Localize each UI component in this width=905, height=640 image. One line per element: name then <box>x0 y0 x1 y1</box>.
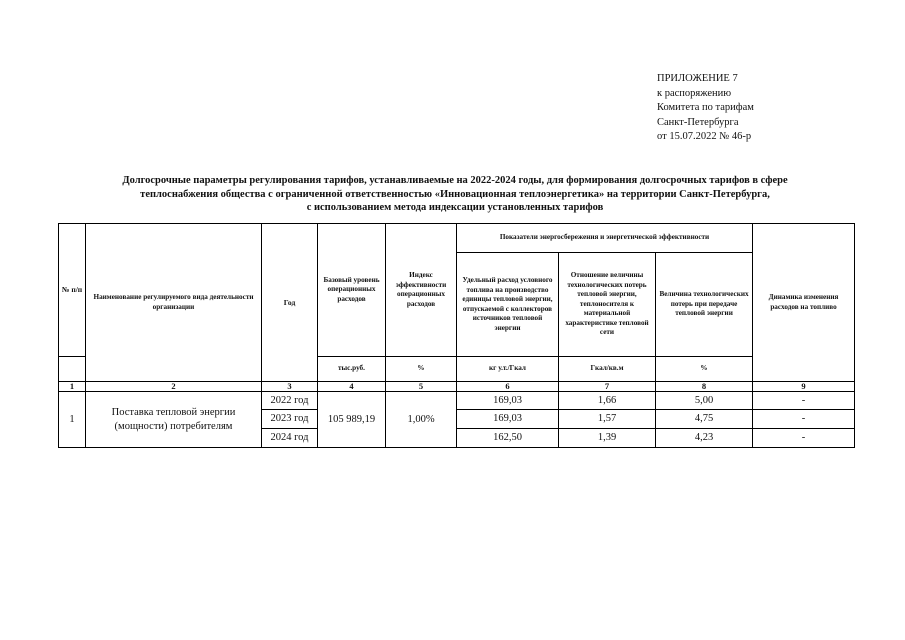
header-activity: Наименование регулируемого вида деятельности организации <box>86 224 262 382</box>
column-number: 1 <box>59 382 86 392</box>
fuel-consumption-value: 162,50 <box>457 429 559 448</box>
header-efficiency-index: Индекс эффективности операционных расходов <box>386 224 457 357</box>
document-title <box>60 174 850 215</box>
row-number: 1 <box>59 392 86 448</box>
appendix-line: к распоряжению <box>657 87 732 99</box>
tech-losses-value: 5,00 <box>656 392 753 410</box>
efficiency-index-value: 1,00% <box>386 392 457 448</box>
appendix-line: от 15.07.2022 № 46-р <box>657 131 752 142</box>
appendix-block <box>657 72 877 145</box>
column-number: 2 <box>86 382 262 392</box>
tech-losses-value: 4,75 <box>656 410 753 429</box>
header-loss-ratio: Отношение величины технологических потерь тепловой энергии, теплоносителя к материальной характеристике тепловой сети <box>559 253 656 357</box>
title-line: Долгосрочные параметры регулирования тарифов, устанавливаемые на 2022-2024 годы, для формирования долгосрочных тарифов в сфере <box>122 175 788 186</box>
loss-ratio-value: 1,39 <box>559 429 656 448</box>
appendix-line: Комитета по тарифам <box>657 102 754 113</box>
year-cell: 2022 год <box>262 392 318 410</box>
fuel-consumption-value: 169,03 <box>457 392 559 410</box>
column-number: 9 <box>753 382 855 392</box>
column-number: 6 <box>457 382 559 392</box>
title-line: теплоснабжения общества с ограниченной ответственностью «Инновационная теплоэнергетика» на территории Санкт-Петербурга, <box>140 188 770 200</box>
header-num: № п/п <box>59 224 86 357</box>
unit-base-opex: тыс.руб. <box>318 357 386 382</box>
base-opex-value: 105 989,19 <box>318 392 386 448</box>
header-tech-losses: Величина технологических потерь при передаче тепловой энергии <box>656 253 753 357</box>
tech-losses-value: 4,23 <box>656 429 753 448</box>
column-number: 8 <box>656 382 753 392</box>
fuel-dynamics-value: - <box>753 392 855 410</box>
unit-efficiency-index: % <box>386 357 457 382</box>
units-empty-cell <box>59 357 86 382</box>
unit-fuel-consumption: кг у.т./Гкал <box>457 357 559 382</box>
tariff-parameters-table <box>58 223 855 448</box>
header-energy-group: Показатели энергосбережения и энергетической эффективности <box>457 224 753 253</box>
column-number: 5 <box>386 382 457 392</box>
column-number: 7 <box>559 382 656 392</box>
year-cell: 2024 год <box>262 429 318 448</box>
column-number: 3 <box>262 382 318 392</box>
unit-loss-ratio: Гкал/кв.м <box>559 357 656 382</box>
header-base-opex: Базовый уровень операционных расходов <box>318 224 386 357</box>
appendix-line: Санкт-Петербурга <box>657 116 739 128</box>
header-fuel-consumption: Удельный расход условного топлива на производство единицы тепловой энергии, отпускаемой с коллекторов источников тепловой энергии <box>457 253 559 357</box>
appendix-line: ПРИЛОЖЕНИЕ 7 <box>657 73 738 84</box>
activity-name: Поставка тепловой энергии (мощности) потребителям <box>86 392 262 448</box>
title-line: с использованием метода индексации установленных тарифов <box>306 202 604 213</box>
unit-tech-losses: % <box>656 357 753 382</box>
fuel-dynamics-value: - <box>753 410 855 429</box>
year-cell: 2023 год <box>262 410 318 429</box>
header-fuel-dynamics: Динамика изменения расходов на топливо <box>753 224 855 382</box>
loss-ratio-value: 1,57 <box>559 410 656 429</box>
fuel-consumption-value: 169,03 <box>457 410 559 429</box>
fuel-dynamics-value: - <box>753 429 855 448</box>
loss-ratio-value: 1,66 <box>559 392 656 410</box>
column-number: 4 <box>318 382 386 392</box>
header-year: Год <box>262 224 318 382</box>
